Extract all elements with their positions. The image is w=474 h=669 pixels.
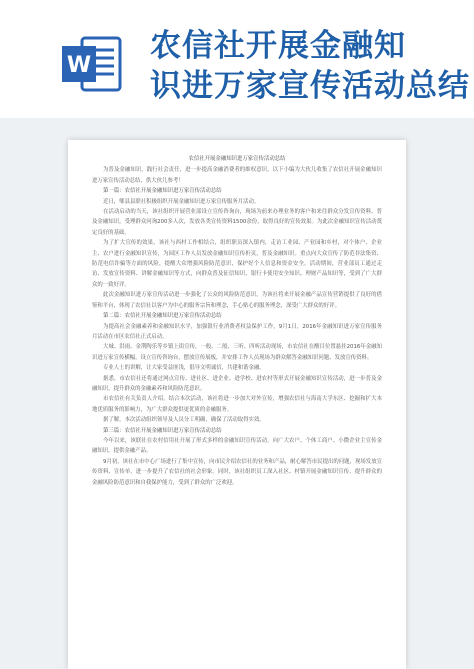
paragraph: 为提高社会金融素养和金融知识水平，加强银行业消费者权益保护工作，9月1日，2016年金融知识进万家宣传服务月活动在市区农信社正式启动。 [92,323,382,340]
word-icon-letter: W [66,53,92,78]
section-heading: 第三篇：农信社开展金融知识进万家宣传活动总结 [103,427,222,434]
section-heading: 第二篇：农信社开展金融知识进万家宣传活动总结 [103,313,222,320]
title-line-2: 识进万家宣传活动总结 [150,68,470,104]
paragraph: 此次金融知识进万家宣传活动进一步强化了公众的风险防范意识，为该社将来开展金融产品宣传营销提供了良好的借鉴和平台，体现了农信社以客户为中心的服务宗旨和理念，手心贴心的服务理念，深受广大群众的好评。 [92,292,382,309]
paragraph: 近日，郫县县联社积极组织开展金融知识进万家宣传服务月活动。 [103,198,260,205]
paragraph: 今年以来，该联社在农村信用社开展了形式多样的金融知识宣传活动，向广大农户、个体工商户、小微企业主宣传金融知识，提供金融产品。 [92,437,382,455]
paragraph: 市农信社有关负责人介绍，结合本次活动，该社将进一步加大对外宣传，增强农信社与海南大学东区、挖掘和扩大本地优质服务的影响力，为广大群众提供更优质的金融服务。 [92,396,382,413]
document-body [68,140,406,488]
paragraph: 专业人士的讲解，让大家受益匪浅，倡导文明诚信，共建和谐金融。 [103,365,265,372]
paragraph: 为普及金融知识，践行社会责任，进一步提高金融消费者的维权意识，以下小编为大伙儿收集了农信社开展金融知识进万家宣传活动总结，供大伙儿参考！ [92,167,382,184]
document-preview [68,140,406,669]
paragraph: 据悉，市农信社还将通过网点宣传、进社区、进企业、进学校、进农村等形式开展金融知识宣传活动，进一步普及金融知识，提升群众的金融素养和风险防范意识。 [92,375,382,392]
paragraph: 在活动启动的当天，该社组织开展营业部设立宣传咨询台，现场为前来办理业务的客户和来往群众分发宣传资料、普及金融知识，受理群众问询200多人次，发放各类宣传资料1500余份，取得良好的宣传效果。为此次金融知识宣传活动奠定良好的基础。 [92,209,382,236]
paragraph: 为了扩大宣传的效果，该社与西村工作相结合，组织职员深入镇内，走访工业园、产业园和乡村，对个体户、企业主、农户进行金融知识宣传，为园区工作人员发放金融知识宣传折页，普及金融知识。重点向大众宣传了防范非法集资、防范电信诈骗等方面的风险，提醒大众增强风险防范意识，保护好个人信息和资金安全。活动期间，营业部员工通过走访、发放宣传资料、讲解金融知识等方式，向群众普及征信知识、银行卡使用安全知识、理财产品知识等，受到了广大群众的一致好评。 [92,240,382,288]
word-document-icon [60,32,124,96]
paragraph: 9月初，该社在市中心广场进行了集中宣传，向市民介绍农信社的业务和产品，耐心解答市民提出的问题，现场发放宣传资料、宣传单，进一步提升了农信社的社会形象。同时，该社组织员工深入社区、村镇开展金融知识宣传，提升群众的金融风险防范意识和自我保护能力，受到了群众的广泛欢迎。 [92,458,382,486]
paragraph: 大城、洪雨、金荆陶乐等乡镇上街宣传，一般、二般、三听、四听活动现场，市农信社在醒目位置悬挂2016年金融知识进万家宣传横幅，设立宣传咨询台，摆放宣传展板，并安排工作人员现场为群众解答金融知识问题、发放宣传资料。 [92,344,382,361]
paragraph: 据了解，本次活动组织领导及人员分工明确，确保了活动取得实效。 [103,417,265,424]
section-heading: 第一篇：农信社开展金融知识进万家宣传活动总结 [103,188,222,195]
page-header [0,0,474,118]
page-title [150,26,470,106]
title-line-1: 农信社开展金融知 [150,28,406,64]
document-title: 农信社开展金融知识进万家宣传活动总结 [188,156,286,162]
